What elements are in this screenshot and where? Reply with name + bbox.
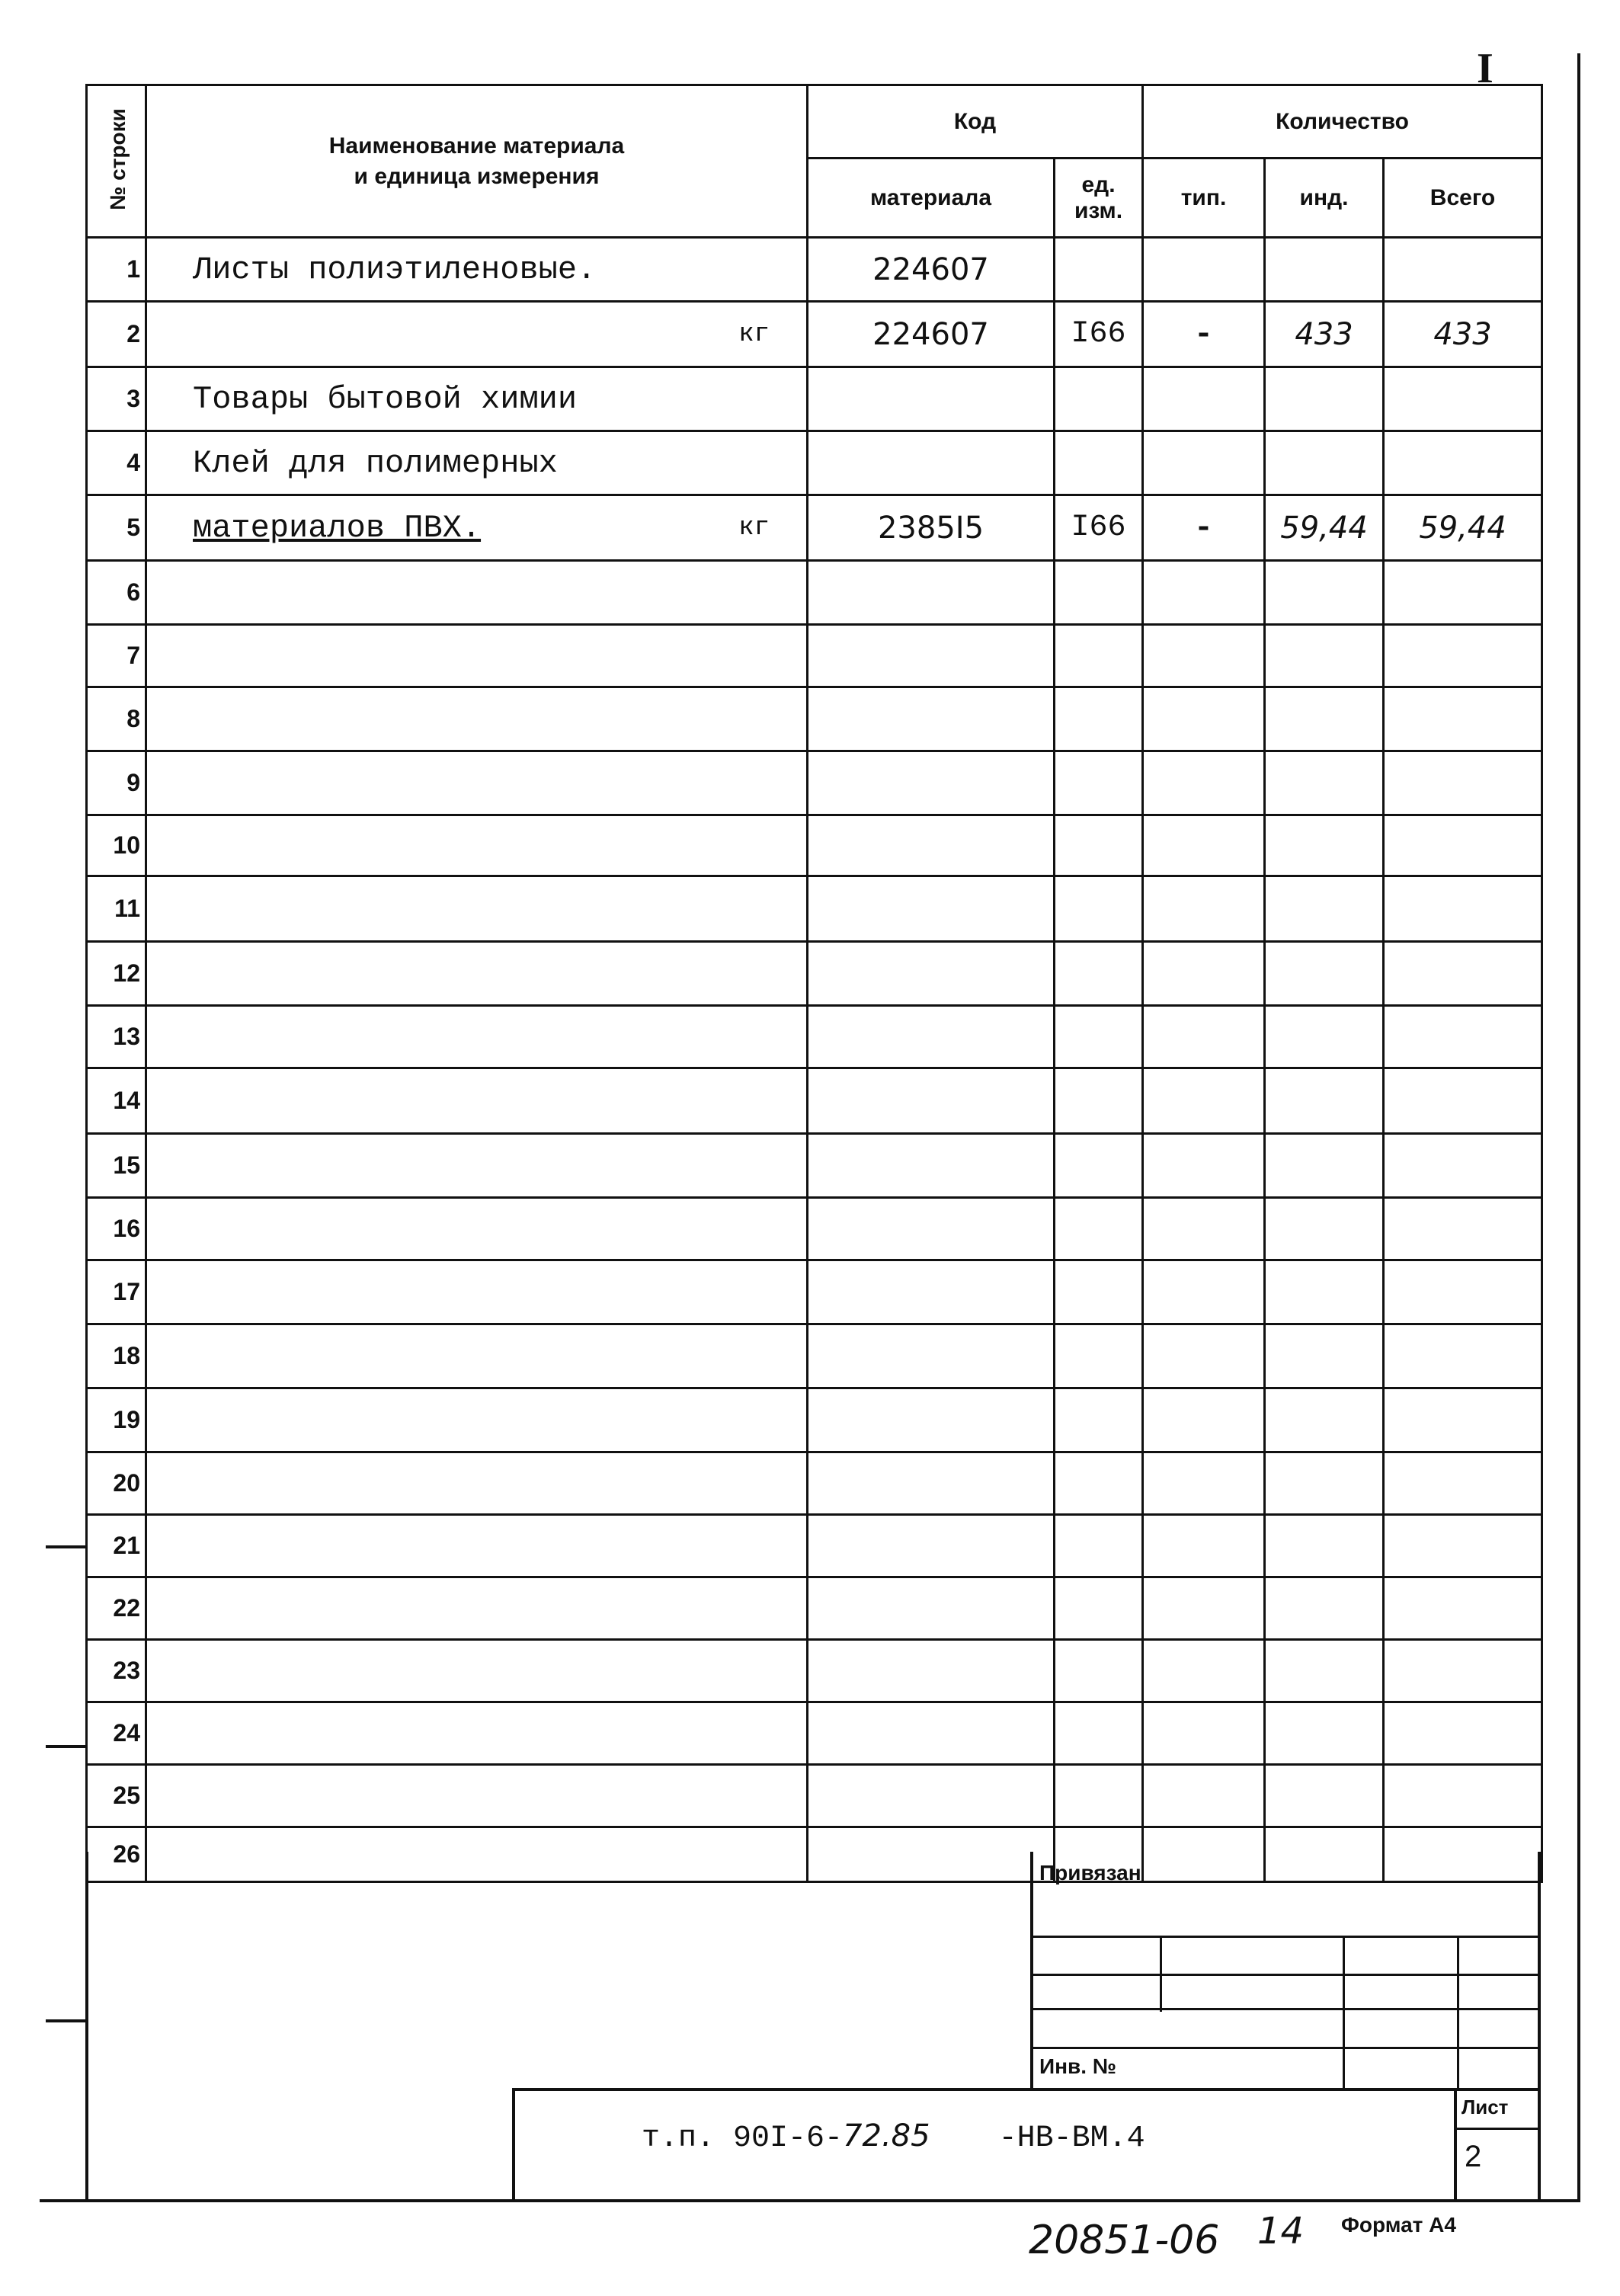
- qty-ind: [1265, 1702, 1384, 1765]
- name-header-line1: Наименование материала: [328, 133, 625, 159]
- row-number: 26: [87, 1827, 146, 1882]
- material-code: [808, 1134, 1055, 1198]
- material-code: [808, 1577, 1055, 1640]
- unit-code: [1055, 942, 1143, 1006]
- corner-mark: I: [1477, 45, 1494, 92]
- row-number: 22: [87, 1577, 146, 1640]
- material-name-cell: [146, 561, 808, 625]
- tb-bound-left: [1030, 1852, 1033, 2088]
- qty-ind: [1265, 1134, 1384, 1198]
- qty-total: [1384, 1515, 1542, 1577]
- material-code: 2385I5: [808, 495, 1055, 561]
- unit-code: [1055, 815, 1143, 876]
- row-number: 24: [87, 1702, 146, 1765]
- qty-ind: [1265, 367, 1384, 431]
- unit-code: [1055, 1324, 1143, 1388]
- qty-typ: [1143, 751, 1265, 815]
- material-name-cell: [146, 1388, 808, 1452]
- qty-total: [1384, 1134, 1542, 1198]
- unit-name: кг: [738, 513, 770, 543]
- material-code: [808, 1324, 1055, 1388]
- row-number: 15: [87, 1134, 146, 1198]
- qty-ind: [1265, 1198, 1384, 1260]
- qty-typ: -: [1143, 302, 1265, 367]
- unit-code: [1055, 1452, 1143, 1515]
- material-code: [808, 1068, 1055, 1134]
- row-number: 25: [87, 1765, 146, 1827]
- qty-ind: [1265, 687, 1384, 751]
- material-name-cell: [146, 1515, 808, 1577]
- materials-table: [85, 84, 1543, 1883]
- row-number: 9: [87, 751, 146, 815]
- qty-ind: [1265, 561, 1384, 625]
- material-name-cell: [146, 1452, 808, 1515]
- qty-typ: [1143, 1577, 1265, 1640]
- table-row: [87, 1260, 1542, 1324]
- table-row: [87, 1134, 1542, 1198]
- qty-total: [1384, 815, 1542, 876]
- qty-ind: [1265, 751, 1384, 815]
- material-code: [808, 561, 1055, 625]
- qty-total: [1384, 1068, 1542, 1134]
- unit-code: [1055, 1765, 1143, 1827]
- right-margin-line: [1577, 53, 1580, 2202]
- material-code: [808, 625, 1055, 687]
- table-row: [87, 431, 1542, 495]
- qty-typ: [1143, 1388, 1265, 1452]
- material-code: [808, 1006, 1055, 1068]
- row-number: 11: [87, 876, 146, 942]
- name-header-line2: и единица измерения: [354, 163, 600, 189]
- qty-ind: [1265, 815, 1384, 876]
- qty-total: [1384, 876, 1542, 942]
- title-block: [85, 1852, 1541, 2202]
- material-name-cell: [146, 495, 808, 561]
- unit-code-header: [1055, 159, 1143, 238]
- qty-total: 59,44: [1384, 495, 1542, 561]
- qty-total: [1384, 625, 1542, 687]
- qty-total: [1384, 367, 1542, 431]
- unit-code: [1055, 1260, 1143, 1324]
- page-mark: 14: [1257, 2210, 1305, 2253]
- typ-header: тип.: [1143, 159, 1265, 238]
- document-code-suffix: -НВ-ВМ.4: [998, 2121, 1145, 2156]
- table-row: [87, 876, 1542, 942]
- material-name-cell: [146, 687, 808, 751]
- tb-bottom-line: [40, 2199, 1579, 2202]
- material-name-cell: [146, 1765, 808, 1827]
- qty-ind: [1265, 876, 1384, 942]
- table-row: [87, 367, 1542, 431]
- qty-typ: [1143, 1198, 1265, 1260]
- material-name-cell: [146, 1198, 808, 1260]
- material-code-header: материала: [808, 159, 1055, 238]
- unit-code: [1055, 1515, 1143, 1577]
- qty-total: [1384, 1260, 1542, 1324]
- table-row: [87, 1765, 1542, 1827]
- qty-ind: 59,44: [1265, 495, 1384, 561]
- format-label: Формат А4: [1341, 2213, 1456, 2237]
- row-number: 8: [87, 687, 146, 751]
- material-code: [808, 1765, 1055, 1827]
- tb-doc-top: [512, 2088, 1541, 2091]
- qty-total: [1384, 1324, 1542, 1388]
- tb-doc-left: [512, 2088, 515, 2202]
- sheet-number: 2: [1465, 2140, 1482, 2173]
- code-group-header: Код: [808, 85, 1143, 159]
- row-number: 10: [87, 815, 146, 876]
- margin-tick: [46, 1745, 87, 1748]
- row-number: 4: [87, 431, 146, 495]
- material-name: Товары бытовой химии: [193, 380, 578, 418]
- table-row: [87, 238, 1542, 302]
- inventory-number-label: Инв. №: [1039, 2054, 1117, 2078]
- qty-ind: [1265, 1388, 1384, 1452]
- qty-ind: [1265, 1324, 1384, 1388]
- unit-code: I66: [1055, 495, 1143, 561]
- row-number: 17: [87, 1260, 146, 1324]
- row-number-header-label: № строки: [106, 108, 130, 210]
- qty-ind: [1265, 1765, 1384, 1827]
- qty-typ: [1143, 238, 1265, 302]
- material-code: 224607: [808, 302, 1055, 367]
- qty-total: [1384, 1702, 1542, 1765]
- tb-right-border: [1538, 1852, 1541, 2202]
- unit-code: [1055, 367, 1143, 431]
- material-name-cell: [146, 815, 808, 876]
- qty-typ: -: [1143, 495, 1265, 561]
- row-number: 19: [87, 1388, 146, 1452]
- unit-code-header-line1: ед.: [1081, 171, 1116, 197]
- tb-h4: [1030, 2047, 1541, 2049]
- row-number: 2: [87, 302, 146, 367]
- unit-code: [1055, 1388, 1143, 1452]
- qty-total: [1384, 1006, 1542, 1068]
- qty-typ: [1143, 1452, 1265, 1515]
- material-code: [808, 1198, 1055, 1260]
- qty-typ: [1143, 367, 1265, 431]
- table-row: [87, 302, 1542, 367]
- row-number: 3: [87, 367, 146, 431]
- material-code: [808, 815, 1055, 876]
- table-row: [87, 561, 1542, 625]
- material-name-cell: [146, 1577, 808, 1640]
- quantity-group-header: Количество: [1143, 85, 1542, 159]
- qty-ind: 433: [1265, 302, 1384, 367]
- tb-v3: [1457, 1936, 1459, 2088]
- qty-total: [1384, 1388, 1542, 1452]
- unit-code: [1055, 1198, 1143, 1260]
- table-row: [87, 1577, 1542, 1640]
- material-code: [808, 1388, 1055, 1452]
- material-name: Листы полиэтиленовые.: [193, 251, 597, 288]
- document-code-handwritten: 72.85: [843, 2118, 930, 2154]
- unit-code: [1055, 238, 1143, 302]
- qty-total: [1384, 1577, 1542, 1640]
- qty-typ: [1143, 687, 1265, 751]
- qty-ind: [1265, 431, 1384, 495]
- qty-total: [1384, 1640, 1542, 1702]
- qty-total: [1384, 238, 1542, 302]
- qty-typ: [1143, 1324, 1265, 1388]
- qty-ind: [1265, 1515, 1384, 1577]
- table-row: [87, 815, 1542, 876]
- material-name-cell: [146, 238, 808, 302]
- row-number: 6: [87, 561, 146, 625]
- qty-ind: [1265, 1640, 1384, 1702]
- material-name-cell: [146, 1324, 808, 1388]
- qty-typ: [1143, 815, 1265, 876]
- material-code: [808, 687, 1055, 751]
- material-code: [808, 1515, 1055, 1577]
- material-code: [808, 942, 1055, 1006]
- unit-code: [1055, 431, 1143, 495]
- qty-typ: [1143, 876, 1265, 942]
- table-row: [87, 1068, 1542, 1134]
- material-name-cell: [146, 302, 808, 367]
- material-code: [808, 1260, 1055, 1324]
- row-number: 7: [87, 625, 146, 687]
- qty-ind: [1265, 942, 1384, 1006]
- unit-code: [1055, 1702, 1143, 1765]
- qty-total: [1384, 687, 1542, 751]
- unit-code: [1055, 1577, 1143, 1640]
- total-header: Всего: [1384, 159, 1542, 238]
- table-row: [87, 751, 1542, 815]
- material-name-cell: [146, 1260, 808, 1324]
- name-column-header: [146, 85, 808, 238]
- table-row: [87, 1452, 1542, 1515]
- unit-code-header-line2: изм.: [1074, 197, 1123, 223]
- row-number: 14: [87, 1068, 146, 1134]
- tb-h3: [1030, 2008, 1541, 2010]
- unit-code: I66: [1055, 302, 1143, 367]
- unit-code: [1055, 1640, 1143, 1702]
- tb-v1: [1160, 1936, 1162, 2012]
- table-row: [87, 687, 1542, 751]
- qty-total: [1384, 1198, 1542, 1260]
- qty-total: 433: [1384, 302, 1542, 367]
- qty-typ: [1143, 625, 1265, 687]
- qty-ind: [1265, 1260, 1384, 1324]
- qty-typ: [1143, 1006, 1265, 1068]
- qty-typ: [1143, 1134, 1265, 1198]
- qty-ind: [1265, 1068, 1384, 1134]
- material-code: 224607: [808, 238, 1055, 302]
- sheet-label: Лист: [1462, 2096, 1509, 2118]
- material-code: [808, 367, 1055, 431]
- tb-v2: [1343, 1936, 1345, 2088]
- qty-total: [1384, 751, 1542, 815]
- row-number: 1: [87, 238, 146, 302]
- unit-name: кг: [738, 319, 770, 349]
- bound-label: Привязан: [1039, 1861, 1141, 1885]
- table-row: [87, 942, 1542, 1006]
- unit-code: [1055, 751, 1143, 815]
- document-code: [642, 2118, 1145, 2156]
- material-name-cell: [146, 1134, 808, 1198]
- qty-typ: [1143, 561, 1265, 625]
- row-number: 20: [87, 1452, 146, 1515]
- material-name-cell: [146, 1640, 808, 1702]
- unit-code: [1055, 876, 1143, 942]
- table-row: [87, 1388, 1542, 1452]
- table-row: [87, 1198, 1542, 1260]
- qty-ind: [1265, 625, 1384, 687]
- row-number: 23: [87, 1640, 146, 1702]
- tb-sheet-left: [1454, 2088, 1457, 2202]
- unit-code: [1055, 1134, 1143, 1198]
- unit-code: [1055, 625, 1143, 687]
- material-name-cell: [146, 876, 808, 942]
- unit-code: [1055, 1006, 1143, 1068]
- row-number: 13: [87, 1006, 146, 1068]
- qty-typ: [1143, 1068, 1265, 1134]
- material-name-cell: [146, 751, 808, 815]
- row-number: 18: [87, 1324, 146, 1388]
- material-code: [808, 1702, 1055, 1765]
- row-number: 12: [87, 942, 146, 1006]
- table-row: [87, 1324, 1542, 1388]
- margin-tick: [46, 1545, 87, 1548]
- margin-tick: [46, 2019, 87, 2022]
- table-row: [87, 1702, 1542, 1765]
- row-number: 5: [87, 495, 146, 561]
- qty-typ: [1143, 1260, 1265, 1324]
- material-name: Клей для полимерных: [193, 444, 558, 482]
- qty-total: [1384, 431, 1542, 495]
- qty-typ: [1143, 431, 1265, 495]
- material-code: [808, 876, 1055, 942]
- unit-code: [1055, 561, 1143, 625]
- unit-code: [1055, 1068, 1143, 1134]
- qty-total: [1384, 942, 1542, 1006]
- table-row: [87, 495, 1542, 561]
- row-number: 16: [87, 1198, 146, 1260]
- table-row: [87, 625, 1542, 687]
- row-number-header: [87, 85, 146, 238]
- table-row: [87, 1640, 1542, 1702]
- table-row: [87, 1515, 1542, 1577]
- qty-typ: [1143, 942, 1265, 1006]
- qty-typ: [1143, 1702, 1265, 1765]
- qty-total: [1384, 1452, 1542, 1515]
- unit-code: [1055, 687, 1143, 751]
- tb-h2: [1030, 1974, 1541, 1976]
- material-name-cell: [146, 431, 808, 495]
- qty-ind: [1265, 238, 1384, 302]
- qty-ind: [1265, 1577, 1384, 1640]
- qty-ind: [1265, 1006, 1384, 1068]
- qty-ind: [1265, 1452, 1384, 1515]
- qty-total: [1384, 561, 1542, 625]
- ind-header: инд.: [1265, 159, 1384, 238]
- row-number: 21: [87, 1515, 146, 1577]
- material-code: [808, 1452, 1055, 1515]
- material-name-cell: [146, 625, 808, 687]
- qty-typ: [1143, 1515, 1265, 1577]
- material-name-cell: [146, 1068, 808, 1134]
- document-code-prefix: т.п. 90I-6-: [642, 2121, 844, 2156]
- qty-typ: [1143, 1765, 1265, 1827]
- material-name-cell: [146, 1006, 808, 1068]
- tb-sheet-mid: [1454, 2128, 1541, 2130]
- material-code: [808, 751, 1055, 815]
- archive-number: 20851-06: [1029, 2218, 1220, 2263]
- table-row: [87, 1006, 1542, 1068]
- material-code: [808, 1640, 1055, 1702]
- qty-total: [1384, 1765, 1542, 1827]
- tb-h1: [1030, 1936, 1541, 1938]
- tb-left-border: [85, 1852, 88, 2202]
- material-name: материалов ПВХ.: [193, 509, 482, 546]
- qty-typ: [1143, 1640, 1265, 1702]
- material-name-cell: [146, 1702, 808, 1765]
- material-name-cell: [146, 367, 808, 431]
- material-code: [808, 431, 1055, 495]
- material-name-cell: [146, 942, 808, 1006]
